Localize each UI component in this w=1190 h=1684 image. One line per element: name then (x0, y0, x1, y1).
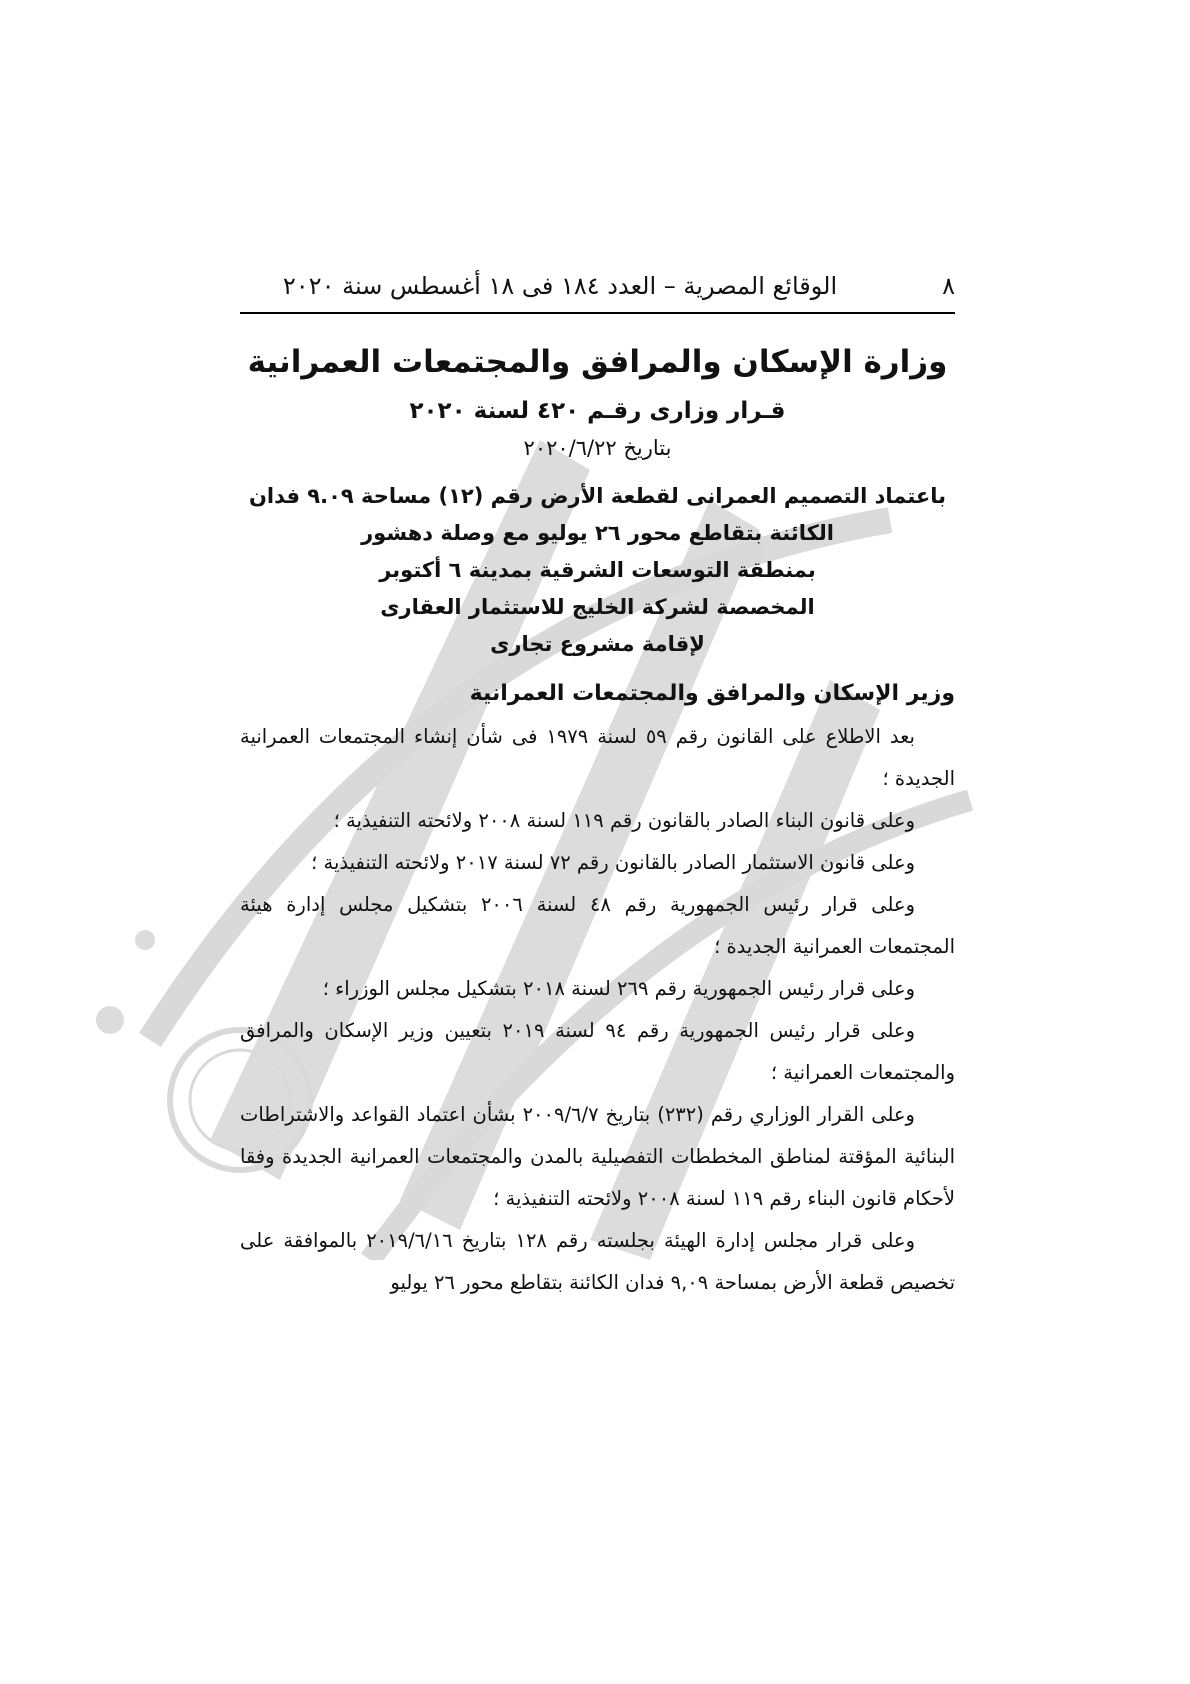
subject-line: باعتماد التصميم العمرانى لقطعة الأرض رقم (١٢) مساحة ٩.٠٩ فدان (248, 484, 947, 508)
subject-line: لإقامة مشروع تجارى (490, 632, 705, 656)
subject-line: المخصصة لشركة الخليج للاستثمار العقارى (380, 595, 815, 619)
paragraph: وعلى قرار رئيس الجمهورية رقم ٢٦٩ لسنة ٢٠١٨ بتشكيل مجلس الوزراء ؛ (322, 977, 915, 1000)
paragraph: بعد الاطلاع على القانون رقم ٥٩ لسنة ١٩٧٩ فى شأن إنشاء المجتمعات العمرانية الجديدة ؛ (240, 725, 955, 790)
issue-line: الوقائع المصرية – العدد ١٨٤ فى ١٨ أغسطس سنة ٢٠٢٠ (282, 272, 838, 300)
paragraph: وعلى قرار رئيس الجمهورية رقم ٤٨ لسنة ٢٠٠٦ بتشكيل مجلس إدارة هيئة المجتمعات العمرانية الجديدة ؛ (240, 893, 955, 958)
paragraph: وعلى قانون البناء الصادر بالقانون رقم ١١٩ لسنة ٢٠٠٨ ولائحته التنفيذية ؛ (333, 809, 915, 832)
decree-title: قـرار وزارى رقـم ٤٢٠ لسنة ٢٠٢٠ (409, 398, 786, 424)
ministry-title: وزارة الإسكان والمرافق والمجتمعات العمرانية (247, 344, 948, 380)
gazette-page (240, 268, 955, 1304)
paragraph: وعلى قرار رئيس الجمهورية رقم ٩٤ لسنة ٢٠١٩ بتعيين وزير الإسكان والمرافق والمجتمعات العمرانية ؛ (240, 1019, 955, 1084)
page-header (240, 268, 955, 314)
page-number: ٨ (942, 272, 955, 300)
paragraph: وعلى قرار مجلس إدارة الهيئة بجلسته رقم ١٢٨ بتاريخ ٢٠١٩/٦/١٦ بالموافقة على تخصيص قطعة الأرض بمساحة ٩,٠٩ فدان الكائنة بتقاطع محور ٢٦ يوليو (240, 1229, 955, 1294)
decree-subject (240, 478, 955, 663)
decree-date: بتاريخ ٢٠٢٠/٦/٢٢ (523, 436, 672, 460)
subject-line: الكائنة بتقاطع محور ٢٦ يوليو مع وصلة دهشور (361, 521, 834, 545)
paragraph: وعلى القرار الوزاري رقم (٢٣٢) بتاريخ ٢٠٠٩/٦/٧ بشأن اعتماد القواعد والاشتراطات البنائية المؤقتة لمناطق المخططات التفصيلية بالمدن والمجتمعات العمرانية الجديدة وفقا لأحكام قانون البناء رقم ١١٩ لسنة ٢٠٠٨ ولائحته التنفيذية ؛ (240, 1103, 955, 1210)
subject-line: بمنطقة التوسعات الشرقية بمدينة ٦ أكتوبر (379, 558, 816, 582)
decree-body (240, 716, 955, 1304)
paragraph: وعلى قانون الاستثمار الصادر بالقانون رقم ٧٢ لسنة ٢٠١٧ ولائحته التنفيذية ؛ (311, 851, 915, 874)
minister-heading: وزير الإسكان والمرافق والمجتمعات العمرانية (469, 681, 955, 706)
